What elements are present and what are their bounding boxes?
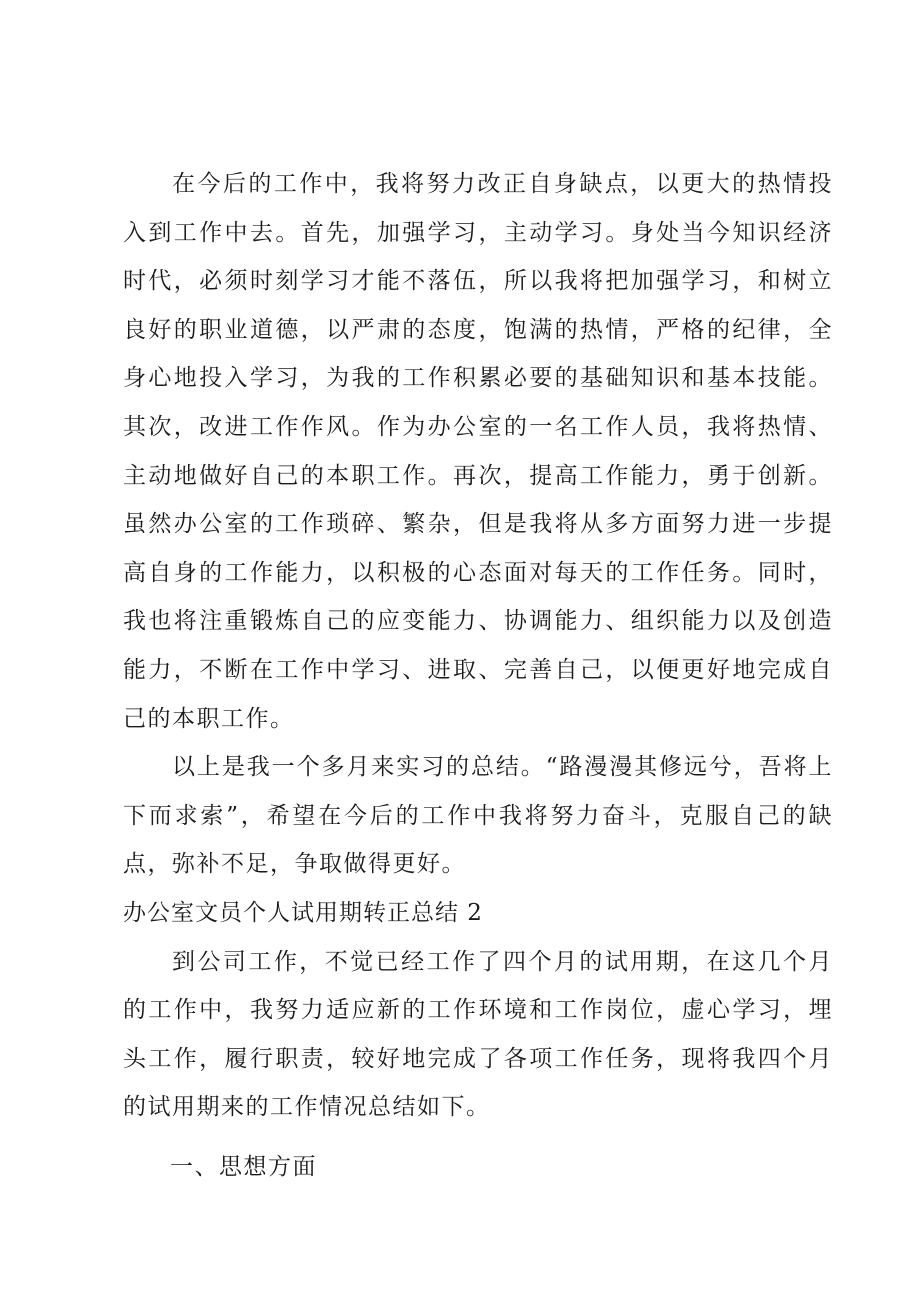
paragraph-improvement-plan: 在今后的工作中，我将努力改正自身缺点，以更大的热情投入到工作中去。首先，加强学习，主动学习。身处当今知识经济时代，必须时刻学习才能不落伍，所以我将把加强学习，和树立良好的职业道德，以严肃的态度，饱满的热情，严格的纪律，全身心地投入学习，为我的工作积累必要的基础知识和基本技能。其次，改进工作作风。作为办公室的一名工作人员，我将热情、主动地做好自己的本职工作。再次，提高工作能力，勇于创新。虽然办公室的工作琐碎、繁杂，但是我将从多方面努力进一步提高自身的工作能力，以积极的心态面对每天的工作任务。同时，我也将注重锻炼自己的应变能力、协调能力、组织能力以及创造能力，不断在工作中学习、进取、完善自己，以便更好地完成自己的本职工作。	[123, 171, 833, 732]
paragraph-probation-intro: 到公司工作，不觉已经工作了四个月的试用期，在这几个月的工作中，我努力适应新的工作环境和工作岗位，虚心学习，埋头工作，履行职责，较好地完成了各项工作任务，现将我四个月的试用期来的工作情况总结如下。	[123, 948, 833, 1121]
document-heading: 办公室文员个人试用期转正总结 2	[123, 899, 483, 926]
paragraph-internship-summary: 以上是我一个多月来实习的总结。“路漫漫其修远兮，吾将上下而求索”，希望在今后的工作中我将努力奋斗，克服自己的缺点，弥补不足，争取做得更好。	[123, 754, 833, 878]
document-body	[123, 160, 833, 1191]
section-title-thought: 一、思想方面	[170, 1153, 317, 1180]
